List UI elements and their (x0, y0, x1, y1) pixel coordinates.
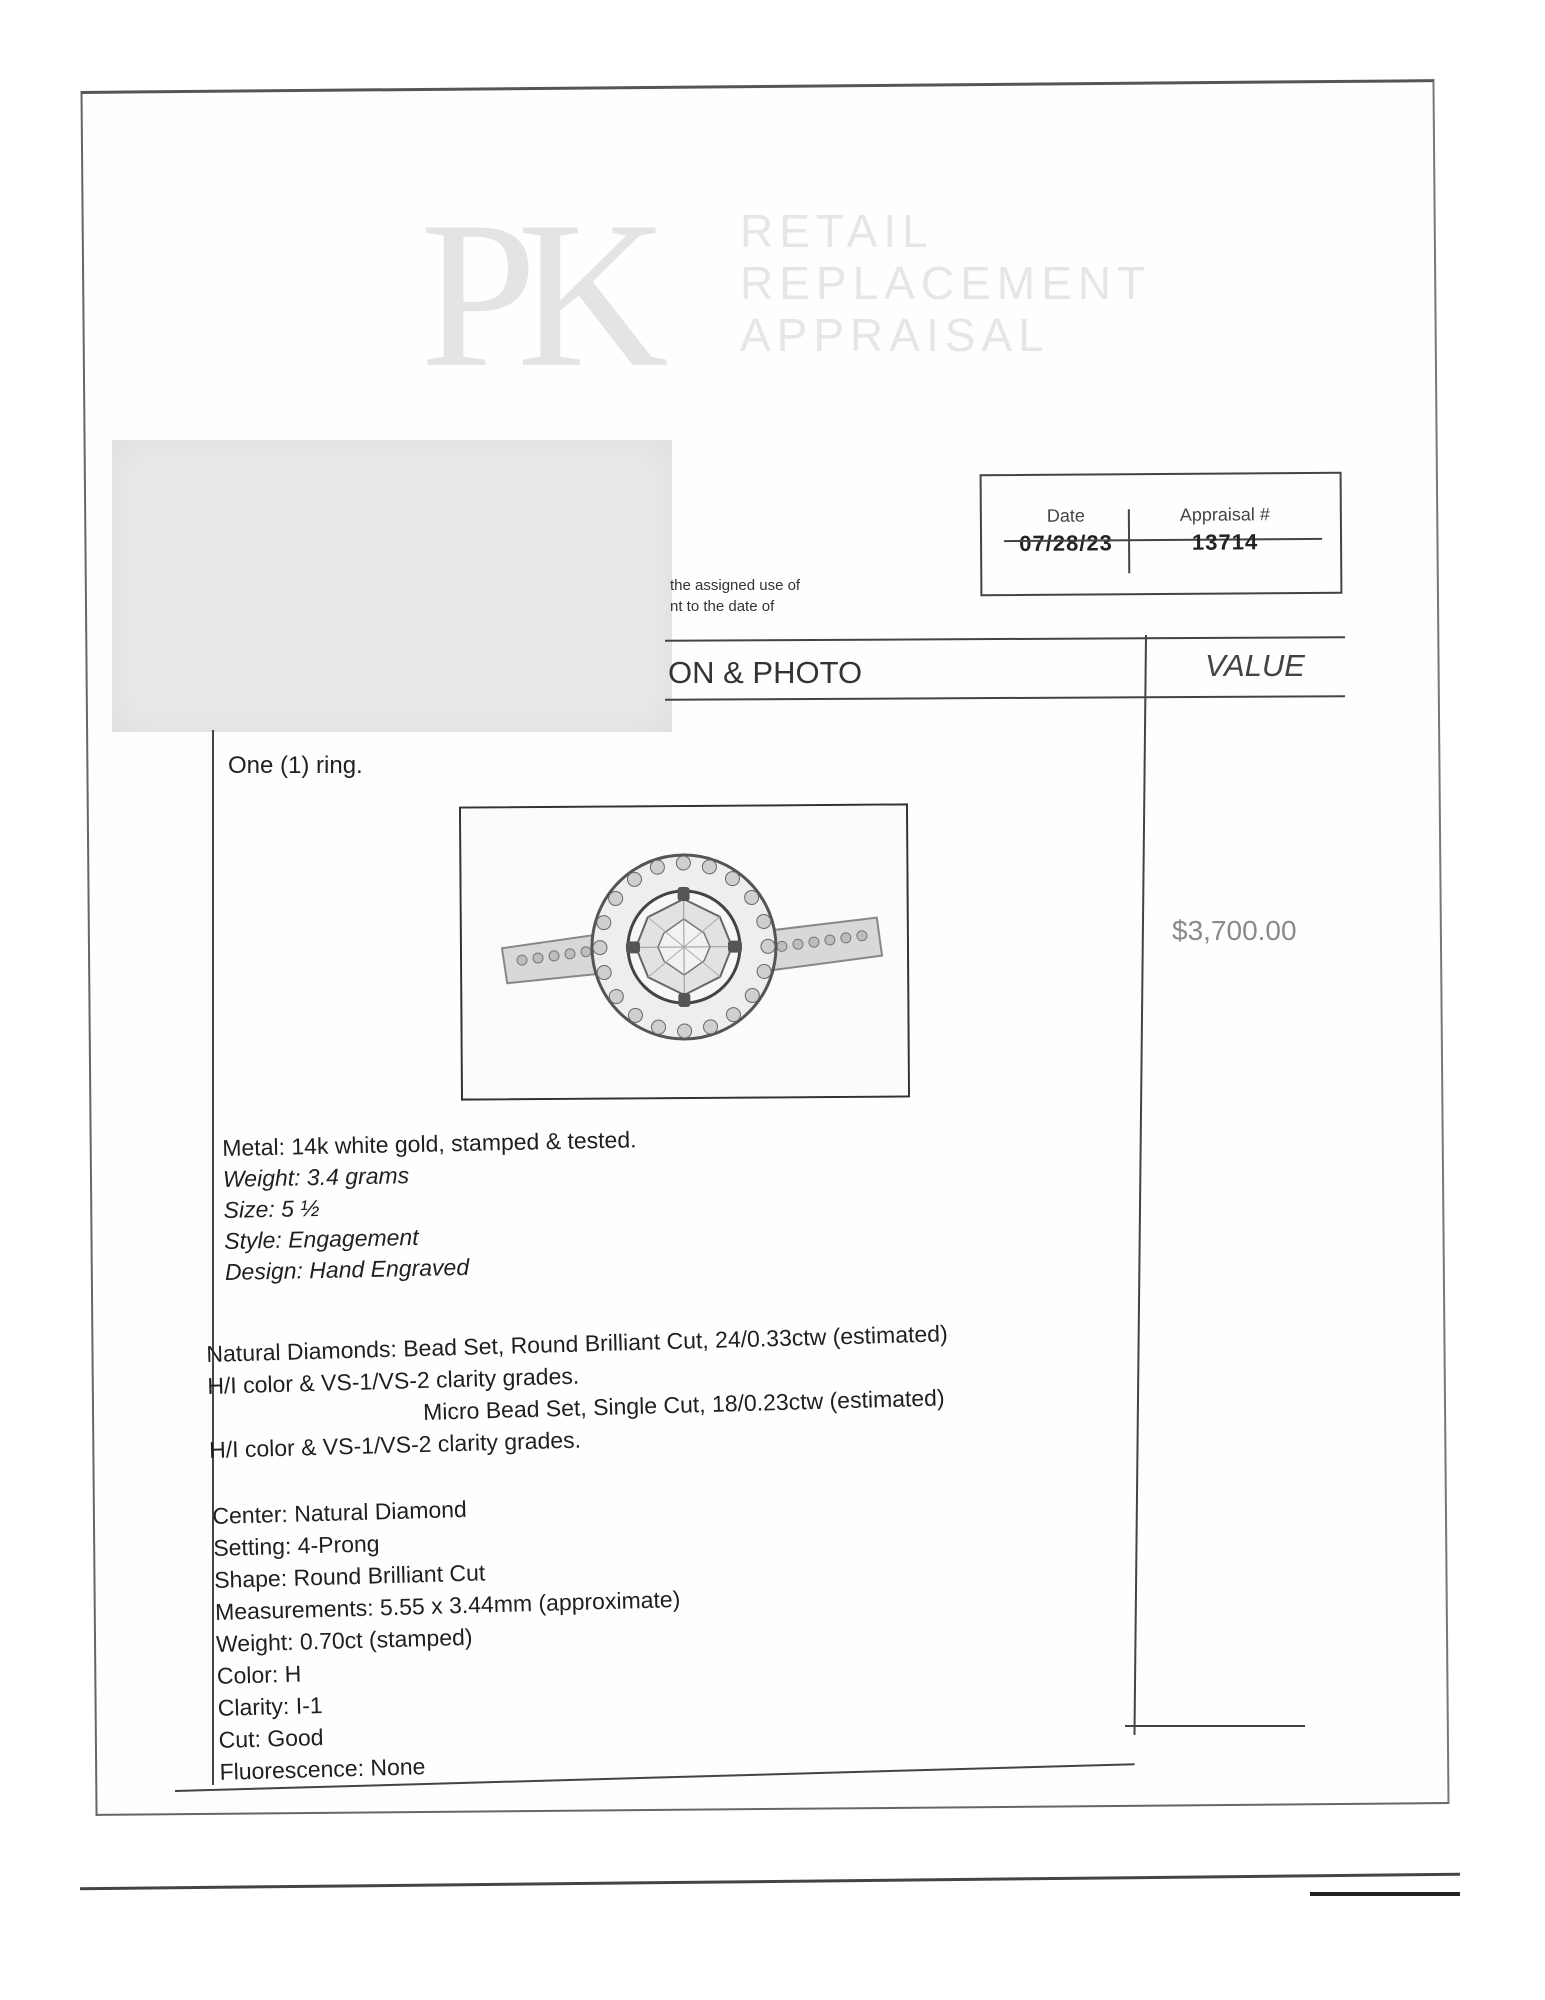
appraised-value: $3,700.00 (1172, 915, 1297, 946)
center-weight: Weight: 0.70ct (stamped) (215, 1623, 473, 1657)
logo-letters: PK (420, 179, 649, 411)
title-line-2: REPLACEMENT (740, 257, 1152, 309)
title-line-3: APPRAISAL (740, 309, 1050, 361)
center-fluorescence: Fluorescence: None (219, 1753, 426, 1785)
appraisal-number-value: 13714 (1191, 529, 1259, 555)
spec-weight: Weight: 3.4 grams (222, 1162, 410, 1192)
date-label: Date (1046, 505, 1085, 526)
paper-edge (80, 1873, 1460, 1890)
description-photo-header: ON & PHOTO (668, 655, 863, 690)
table-left-border (212, 730, 214, 1785)
center-cut: Cut: Good (218, 1723, 324, 1753)
center-shape: Shape: Round Brilliant Cut (213, 1559, 486, 1593)
redacted-block (112, 440, 672, 732)
diamond-details (206, 1317, 951, 1466)
spec-design: Design: Hand Engraved (224, 1253, 470, 1285)
center-type: Center: Natural Diamond (212, 1495, 468, 1529)
spec-size: Size: 5 ½ (223, 1194, 320, 1223)
partial-text-line-2: nt to the date of (670, 598, 775, 615)
diamonds-line-3: Micro Bead Set, Single Cut, 18/0.23ctw (estimated) (422, 1384, 945, 1425)
diamonds-line-2: H/I color & VS-1/VS-2 clarity grades. (206, 1362, 580, 1399)
center-stone-details (212, 1487, 685, 1788)
appraisal-title (740, 205, 1151, 361)
ring-photo (459, 803, 910, 1100)
date-value: 07/28/23 (1019, 530, 1113, 556)
center-measurements: Measurements: 5.55 x 3.44mm (approximate) (214, 1585, 681, 1625)
diamonds-line-4: H/I color & VS-1/VS-2 clarity grades. (208, 1426, 582, 1463)
paper-smudge (1310, 1892, 1460, 1896)
metal-specs (222, 1124, 639, 1288)
center-setting: Setting: 4-Prong (212, 1530, 380, 1561)
title-line-1: RETAIL (740, 205, 934, 257)
spec-style: Style: Engagement (223, 1223, 419, 1254)
ring-image (461, 805, 908, 1098)
spec-metal: Metal: 14k white gold, stamped & tested. (222, 1126, 637, 1161)
diamonds-line-1: Natural Diamonds: Bead Set, Round Brilliant Cut, 24/0.33ctw (estimated) (206, 1320, 949, 1367)
partial-text-line-1: the assigned use of (670, 577, 801, 594)
appraisal-meta-box (980, 472, 1343, 597)
company-logo (420, 179, 720, 411)
value-column-bottom-rule (1125, 1725, 1305, 1727)
item-intro: One (1) ring. (228, 752, 363, 779)
center-color: Color: H (216, 1660, 302, 1689)
value-header: VALUE (1205, 648, 1305, 683)
appraisal-number-label: Appraisal # (1179, 504, 1270, 525)
center-clarity: Clarity: I-1 (217, 1691, 323, 1721)
